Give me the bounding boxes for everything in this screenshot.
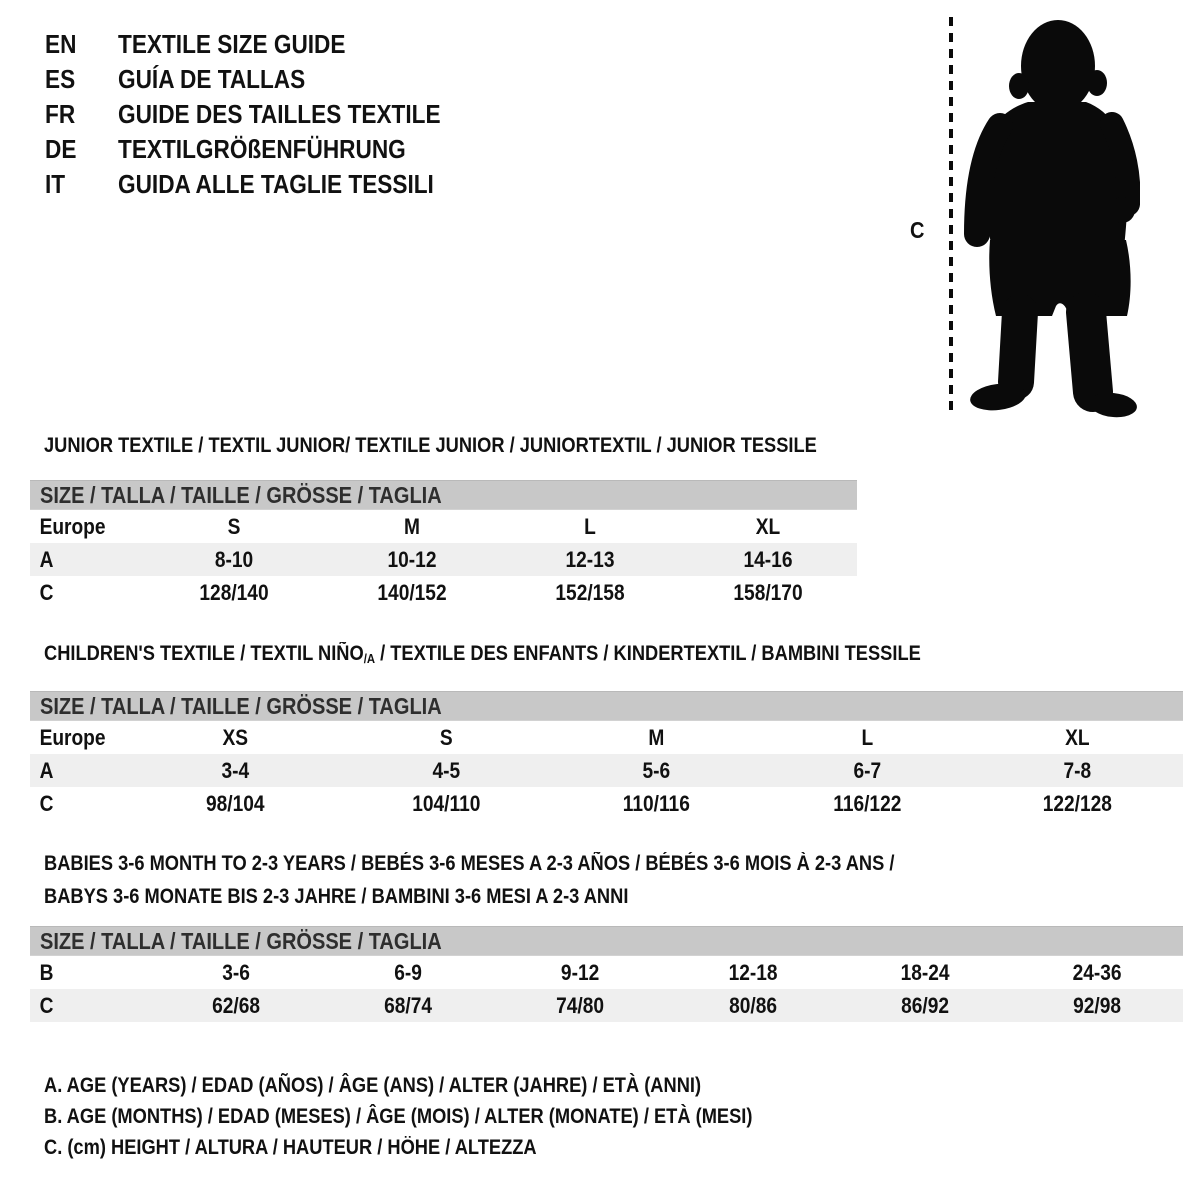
junior-size-m: M: [404, 513, 420, 539]
children-size-s: S: [439, 724, 453, 750]
children-title-pre: CHILDREN'S TEXTILE / TEXTIL NIÑO: [44, 642, 364, 665]
children-age-l: 6-7: [853, 757, 881, 783]
children-size-l: L: [861, 724, 873, 750]
toddler-silhouette-icon: [880, 14, 1140, 418]
legend-line-a: A. AGE (YEARS) / EDAD (AÑOS) / ÂGE (ANS) / ALTER (JAHRE) / ETÀ (ANNI): [44, 1074, 702, 1097]
children-age-xl: 7-8: [1063, 757, 1092, 783]
children-section-title-text: [44, 642, 921, 671]
children-row-age: [30, 754, 1183, 787]
children-row-europe: [30, 721, 1183, 754]
guide-title-en: TEXTILE SIZE GUIDE: [118, 29, 346, 59]
babies-months-4: 12-18: [728, 959, 778, 985]
children-title-sub: /A: [363, 651, 376, 666]
babies-size-table: [30, 926, 1183, 1022]
guide-title-es: GUÍA DE TALLAS: [118, 64, 306, 94]
junior-age-s: 8-10: [214, 546, 254, 572]
children-size-xs: XS: [222, 724, 249, 750]
babies-height-label: C: [39, 992, 54, 1018]
children-size-table: [30, 691, 1183, 820]
toddler-figure: [880, 14, 1150, 420]
lang-code-it: IT: [45, 169, 66, 199]
junior-size-table: [30, 480, 857, 609]
children-title-post: / TEXTILE DES ENFANTS / KINDERTEXTIL / BAMBINI TESSILE: [375, 642, 921, 665]
children-age-xs: 3-4: [221, 757, 250, 783]
children-age-s: 4-5: [432, 757, 460, 783]
children-height-label: C: [39, 790, 54, 816]
lang-code-es: ES: [45, 64, 76, 94]
guide-title-fr: GUIDE DES TAILLES TEXTILE: [118, 99, 441, 129]
legend-line-b: B. AGE (MONTHS) / EDAD (MESES) / ÂGE (MOIS) / ALTER (MONATE) / ETÀ (MESI): [44, 1105, 753, 1128]
babies-months-5: 18-24: [900, 959, 950, 985]
babies-months-3: 9-12: [561, 959, 600, 985]
junior-height-label: C: [39, 579, 54, 605]
children-age-label: A: [39, 757, 54, 783]
junior-age-l: 12-13: [565, 546, 615, 572]
junior-age-m: 10-12: [387, 546, 437, 572]
junior-height-m: 140/152: [377, 579, 447, 605]
children-size-xl: XL: [1065, 724, 1090, 750]
legend-line-c: C. (cm) HEIGHT / ALTURA / HAUTEUR / HÖHE / ALTEZZA: [44, 1136, 537, 1159]
junior-section-title: [44, 434, 932, 458]
children-row-height: [30, 787, 1183, 820]
babies-height-6: 92/98: [1072, 992, 1121, 1018]
babies-title-line1: BABIES 3-6 MONTH TO 2-3 YEARS / BEBÉS 3-6 MESES A 2-3 AÑOS / BÉBÉS 3-6 MOIS À 2-3 ANS /: [44, 852, 895, 875]
children-height-xl: 122/128: [1043, 790, 1113, 816]
babies-months-label: B: [39, 959, 54, 985]
babies-height-4: 80/86: [728, 992, 777, 1018]
babies-section-title: [44, 847, 1022, 913]
babies-size-header-row: [30, 926, 1183, 956]
junior-size-s: S: [227, 513, 241, 539]
lang-code-de: DE: [45, 134, 77, 164]
children-size-header-row: [30, 691, 1183, 721]
junior-height-s: 128/140: [199, 579, 269, 605]
children-section-title: [44, 642, 1052, 671]
babies-months-2: 6-9: [394, 959, 423, 985]
lang-code-en: EN: [45, 29, 77, 59]
junior-size-l: L: [584, 513, 596, 539]
babies-size-header-text: SIZE / TALLA / TAILLE / GRÖSSE / TAGLIA: [40, 927, 442, 954]
babies-row-months: [30, 956, 1183, 989]
height-measure-label: C: [910, 217, 925, 243]
children-height-m: 110/116: [622, 790, 691, 816]
junior-row-age: [30, 543, 857, 576]
junior-age-label: A: [39, 546, 54, 572]
children-age-m: 5-6: [642, 757, 671, 783]
measurement-legend: [44, 1070, 858, 1163]
guide-title-it: GUIDA ALLE TAGLIE TESSILI: [118, 169, 434, 199]
babies-height-5: 86/92: [900, 992, 949, 1018]
junior-size-header-text: SIZE / TALLA / TAILLE / GRÖSSE / TAGLIA: [40, 481, 442, 508]
babies-title-line2: BABYS 3-6 MONATE BIS 2-3 JAHRE / BAMBINI 3-6 MESI A 2-3 ANNI: [44, 885, 629, 908]
guide-title-de: TEXTILGRÖßENFÜHRUNG: [118, 134, 406, 164]
babies-height-3: 74/80: [556, 992, 605, 1018]
junior-height-l: 152/158: [555, 579, 625, 605]
babies-months-1: 3-6: [222, 959, 250, 985]
children-europe-label: Europe: [39, 724, 106, 750]
babies-months-6: 24-36: [1072, 959, 1122, 985]
junior-age-xl: 14-16: [743, 546, 793, 572]
children-size-m: M: [648, 724, 665, 750]
children-size-header-text: SIZE / TALLA / TAILLE / GRÖSSE / TAGLIA: [40, 692, 442, 719]
junior-section-title-text: JUNIOR TEXTILE / TEXTIL JUNIOR/ TEXTILE JUNIOR / JUNIORTEXTIL / JUNIOR TESSILE: [44, 434, 817, 457]
children-height-xs: 98/104: [206, 790, 265, 816]
children-height-l: 116/122: [833, 790, 902, 816]
junior-row-height: [30, 576, 857, 609]
junior-size-header-row: [30, 480, 857, 510]
junior-height-xl: 158/170: [733, 579, 803, 605]
junior-europe-label: Europe: [39, 513, 106, 539]
junior-row-europe: [30, 510, 857, 543]
babies-height-2: 68/74: [384, 992, 433, 1018]
children-height-s: 104/110: [411, 790, 480, 816]
junior-size-xl: XL: [755, 513, 781, 539]
language-title-list: [45, 27, 489, 202]
babies-row-height: [30, 989, 1183, 1022]
lang-code-fr: FR: [45, 99, 76, 129]
babies-height-1: 62/68: [212, 992, 261, 1018]
